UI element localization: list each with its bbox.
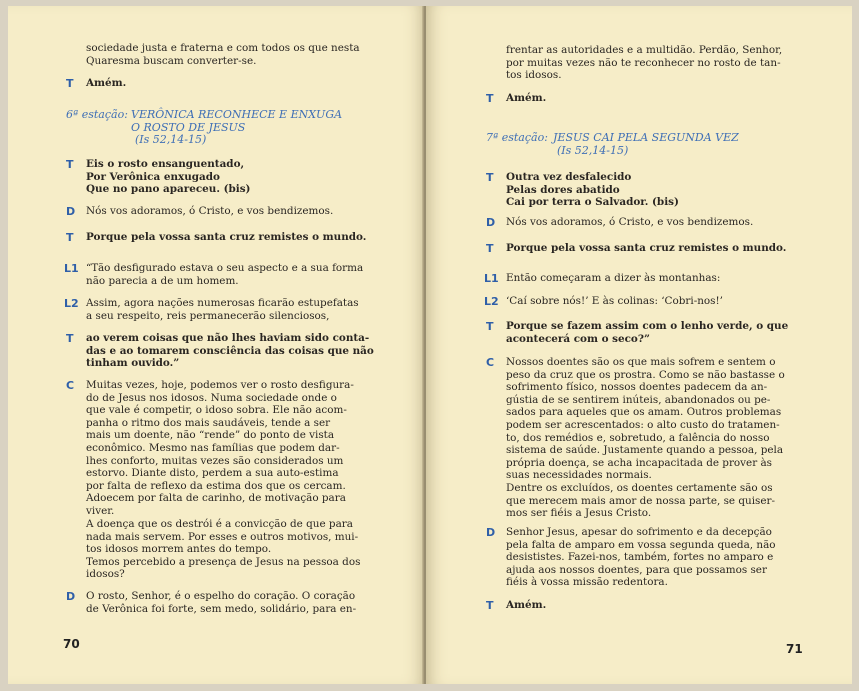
hymn-verse: Eis o rosto ensanguentado, Por Verônica enxugado Que no pano apareceu. (bis) (86, 158, 251, 196)
marker-l2: L2 (484, 295, 499, 308)
right-page (426, 6, 852, 684)
station-label: 7ª estação: (486, 131, 548, 144)
marker-t: T (66, 77, 74, 90)
marker-l1: L1 (64, 262, 79, 275)
reading-response: Porque se fazem assim com o lenho verde, o que acontecerá com o seco?” (506, 320, 789, 345)
marker-t: T (486, 242, 494, 255)
page-number: 70 (63, 637, 80, 651)
prayer-text: Senhor Jesus, apesar do sofrimento e da decepção pela falta de amparo em vossa segunda queda, não desististes. Fazei-nos, também, fortes no amparo e ajuda aos nossos doentes, para que possamos ser fiéis à vossa missão redentora. (506, 526, 776, 589)
reading-l2: Assim, agora nações numerosas ficarão estupefatas a seu respeito, reis permanecerão silenciosos, (86, 297, 359, 322)
adoration-line: Nós vos adoramos, ó Cristo, e vos bendizemos. (86, 205, 334, 217)
prayer-text: O rosto, Senhor, é o espelho do coração. O coração de Verônica foi forte, sem medo, solidário, para en- (86, 590, 357, 615)
marker-c: C (486, 356, 495, 369)
intro-text: frentar as autoridades e a multidão. Perdão, Senhor, por muitas vezes não te reconhecer no rosto de tan- tos idosos. (506, 44, 783, 82)
marker-t: T (66, 231, 74, 244)
reading-l2: ‘Caí sobre nós!’ E às colinas: ‘Cobri-nos!’ (506, 295, 723, 307)
intro-text: sociedade justa e fraterna e com todos os que nesta Quaresma buscam converter-se. (86, 42, 360, 67)
adoration-line: Nós vos adoramos, ó Cristo, e vos bendizemos. (506, 216, 754, 228)
marker-d: D (486, 216, 496, 229)
cross-response: Porque pela vossa santa cruz remistes o mundo. (506, 242, 787, 254)
left-page (8, 6, 425, 684)
marker-t: T (486, 171, 494, 184)
marker-t: T (66, 332, 74, 345)
marker-t: T (486, 599, 494, 612)
reading-response: ao verem coisas que não lhes haviam sido conta- das e ao tomarem consciência das coisas que não tinham ouvido.” (86, 332, 374, 370)
marker-t: T (486, 92, 494, 105)
amen-response: Amém. (506, 92, 547, 104)
scripture-ref: (Is 52,14-15) (557, 144, 629, 157)
cross-response: Porque pela vossa santa cruz remistes o mundo. (86, 231, 367, 243)
reading-l1: Então começaram a dizer às montanhas: (506, 272, 721, 284)
amen-response: Amém. (86, 77, 127, 89)
marker-d: D (486, 526, 496, 539)
reading-l1: “Tão desfigurado estava o seu aspecto e a sua forma não parecia a de um homem. (86, 262, 364, 287)
marker-l2: L2 (64, 297, 79, 310)
station-title: VERÔNICA RECONHECE E ENXUGA O ROSTO DE JESUS (131, 108, 343, 134)
marker-t: T (66, 158, 74, 171)
marker-l1: L1 (484, 272, 499, 285)
commentary-paragraph: A doença que os destrói é a convicção de que para nada mais servem. Por esses e outros motivos, mui- tos idosos morrem antes do tempo. Temos percebido a presença de Jesus na pessoa dos idosos? (86, 518, 361, 581)
marker-d: D (66, 205, 76, 218)
commentary-paragraph: Nossos doentes são os que mais sofrem e sentem o peso da cruz que os prostra. Como se não bastasse o sofrimento físico, nossos doentes padecem da an- gústia de se sentirem inúteis, abandonados ou pe- sados para aqueles que os amam. Outros problemas podem ser acrescentados: o alto custo do tratamen- to, dos remédios e, sobretudo, a falência do nosso sistema de saúde. Justamente quando a pessoa, pela própria doença, se acha incapacitada de prover às suas necessidades normais. Dentre os excluídos, os doentes certamente são os que merecem mais amor de nossa parte, se quiser- mos ser fiéis a Jesus Cristo. (506, 356, 785, 520)
commentary-paragraph: Muitas vezes, hoje, podemos ver o rosto desfigura- do de Jesus nos idosos. Numa sociedade onde o que vale é competir, o idoso sobra. Ele não acom- panha o ritmo dos mais saudáveis, tende a ser mais um doente, não “rende” do ponto de vista econômico. Mesmo nas famílias que podem dar- lhes conforto, muitas vezes são considerados um estorvo. Diante disto, perdem a sua auto-estima por falta de reflexo da estima dos que os cercam. Adoecem por falta de carinho, de motivação para viver. (86, 379, 354, 517)
amen-response: Amém. (506, 599, 547, 611)
scripture-ref: (Is 52,14-15) (135, 133, 207, 146)
marker-d: D (66, 590, 76, 603)
station-title: JESUS CAI PELA SEGUNDA VEZ (553, 131, 739, 144)
page-number: 71 (786, 642, 803, 656)
marker-c: C (66, 379, 75, 392)
station-label: 6ª estação: (66, 108, 128, 121)
marker-t: T (486, 320, 494, 333)
hymn-verse: Outra vez desfalecido Pelas dores abatido Cai por terra o Salvador. (bis) (506, 171, 679, 209)
